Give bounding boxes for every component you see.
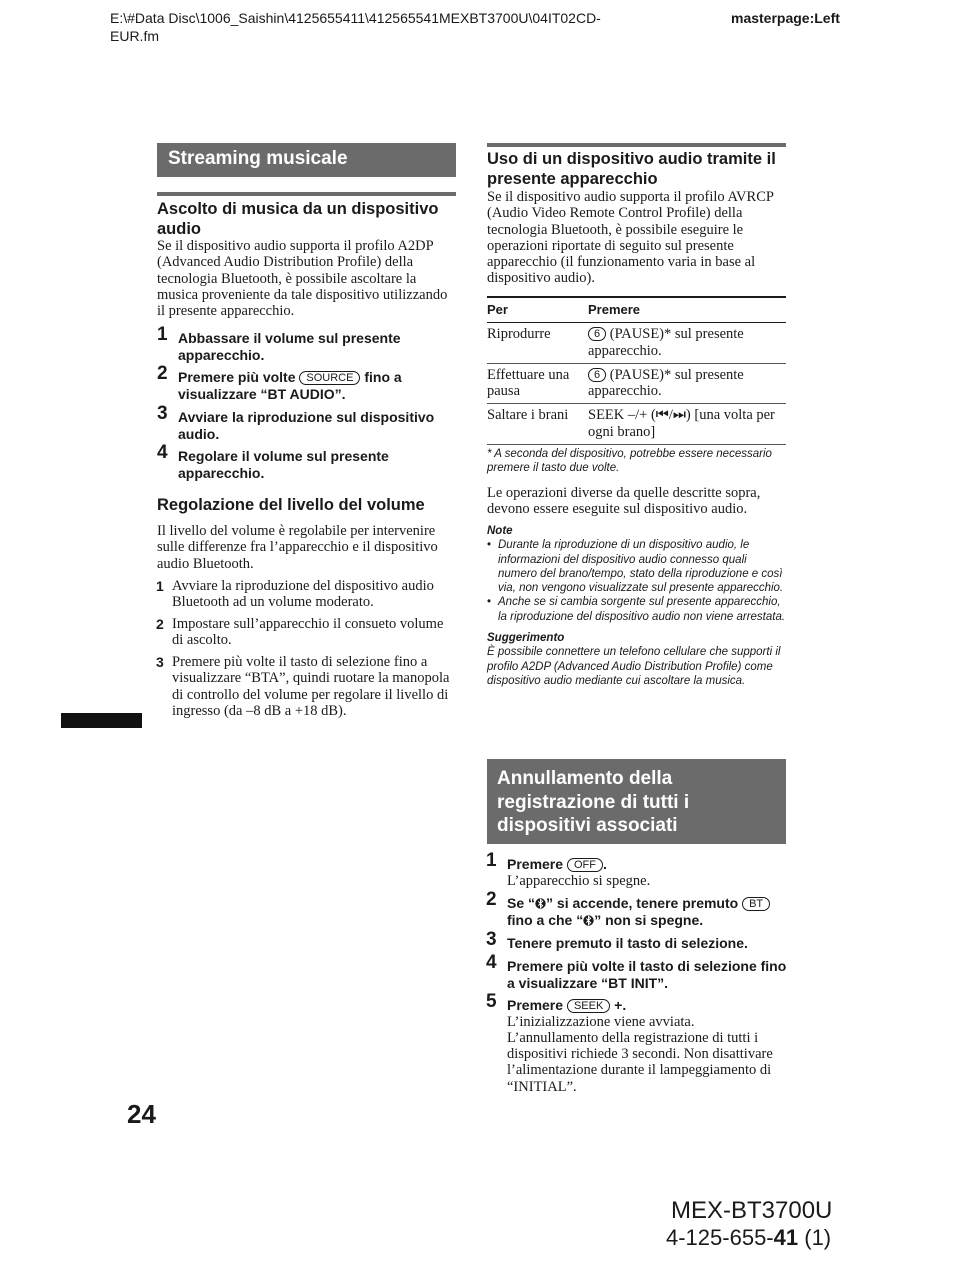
step-1: 1 Abbassare il volume sul presente apparecchio.: [157, 324, 401, 363]
key-6: 6: [588, 327, 606, 341]
note-item: • Durante la riproduzione di un dispositivo audio, le informazioni del dispositivo audio connesso quali numero del brano/tempo, stato della riproduzione e così via, non vengono visualizzate sul presente apparecchio.: [487, 538, 786, 595]
note-block: [487, 524, 786, 688]
step-4: 4 Regolare il volume sul presente apparecchio.: [157, 442, 389, 481]
file-path: E:\#Data Disc\1006_Saishin\4125655411\412565541MEXBT3700U\04IT02CD-EUR.fm: [110, 10, 601, 44]
section-banner-reset: [487, 759, 786, 844]
step-2: 2 Premere più volte SOURCE fino a visualizzare “BT AUDIO”.: [157, 363, 402, 402]
section-banner-streaming: [157, 143, 456, 177]
operations-table: [487, 296, 786, 445]
paragraph: Se il dispositivo audio supporta il profilo A2DP (Advanced Audio Distribution Profile) della tecnologia Bluetooth, è possibile ascoltare la musica proveniente da tale dispositivo utilizzando il presente apparecchio.: [157, 238, 448, 320]
step-3: 3 Avviare la riproduzione sul dispositivo audio.: [157, 403, 435, 442]
section-rule: [157, 192, 456, 196]
section-rule: [487, 143, 786, 147]
step-3: 3 Tenere premuto il tasto di selezione.: [486, 929, 748, 951]
subsection-title: Uso di un dispositivo audio tramite il presente apparecchio: [487, 150, 776, 188]
tip-text: È possibile connettere un telefono cellulare che supporti il profilo A2DP (Advanced Audio Distribution Profile) come dispositivo audio mediante cui ascoltare la musica.: [487, 646, 781, 687]
page-number: 24: [127, 1099, 156, 1129]
note-item: • Anche se si cambia sorgente sul presente apparecchio, la riproduzione del dispositivo audio non viene arrestata.: [487, 595, 786, 624]
step-5: 5 Premere SEEK +. L’inizializzazione viene avviata. L’annullamento della registrazione di tutti i dispositivi richiede 3 secondi. Non disattivare l’alimentazione durante il lampeggiamento di “INITIAL”.: [486, 991, 773, 1095]
seek-key: SEEK: [567, 999, 610, 1013]
subsection-title: Regolazione del livello del volume: [157, 496, 425, 514]
banner-title: Annullamento della registrazione di tutti i dispositivi associati: [497, 768, 690, 836]
step-2: 2 Se “ ” si accende, tenere premuto BT fino a che “ ” non si spegne.: [507, 895, 787, 928]
numbered-item-2: 2 Impostare sull’apparecchio il consueto volume di ascolto.: [156, 616, 444, 649]
paragraph: Se il dispositivo audio supporta il profilo AVRCP (Audio Video Remote Control Profile) della tecnologia Bluetooth, è possibile eseguire le operazioni riportate di seguito sul presente apparecchio (il funzionamento varia in base al dispositivo audio).: [487, 189, 774, 287]
numbered-item-3: 3 Premere più volte il tasto di selezione fino a visualizzare “BTA”, quindi ruotare la manopola di controllo del volume per regolare il livello di ingresso (da –8 dB a +18 dB).: [156, 654, 450, 719]
table-footnote: * A seconda del dispositivo, potrebbe essere necessario premere il tasto due volte.: [487, 448, 772, 475]
table-row: Effettuare una pausa 6 (PAUSE)* sul presente apparecchio.: [487, 363, 786, 404]
part-code: 4-125-655-41 (1): [666, 1225, 832, 1250]
off-key: OFF: [567, 858, 603, 872]
note-label: Note: [487, 525, 513, 537]
subsection-title: Ascolto di musica da un dispositivo audio: [157, 200, 439, 238]
step-1: 1 Premere OFF . L’apparecchio si spegne.: [486, 850, 651, 889]
masterpage-label: masterpage:Left: [731, 10, 840, 26]
step-4: 4 Premere più volte il tasto di selezione fino a visualizzare “BT INIT”.: [486, 952, 787, 991]
key-6: 6: [588, 368, 606, 382]
table-row: Saltare i brani SEEK –/+ (⏮/⏭) [una volta per ogni brano]: [487, 404, 786, 445]
paragraph: Le operazioni diverse da quelle descritte sopra, devono essere eseguite sul dispositivo audio.: [487, 485, 761, 518]
source-key: SOURCE: [299, 371, 360, 385]
model-number: MEX-BT3700U: [671, 1197, 833, 1224]
bluetooth-icon: [583, 914, 594, 927]
numbered-item-1: 1 Avviare la riproduzione del dispositivo audio Bluetooth ad un volume moderato.: [156, 578, 434, 611]
tip-label: Suggerimento: [487, 632, 565, 645]
banner-title: Streaming musicale: [168, 148, 348, 169]
table-header-per: Per: [487, 297, 588, 323]
bt-key: BT: [742, 897, 770, 911]
bluetooth-icon: [535, 897, 546, 910]
thumb-index-tab: [61, 713, 142, 728]
paragraph: Il livello del volume è regolabile per intervenire sulle differenze fra l’apparecchio e il dispositivo audio Bluetooth.: [157, 523, 438, 572]
table-header-premere: Premere: [588, 297, 786, 323]
table-row: Riprodurre 6 (PAUSE)* sul presente apparecchio.: [487, 323, 786, 364]
